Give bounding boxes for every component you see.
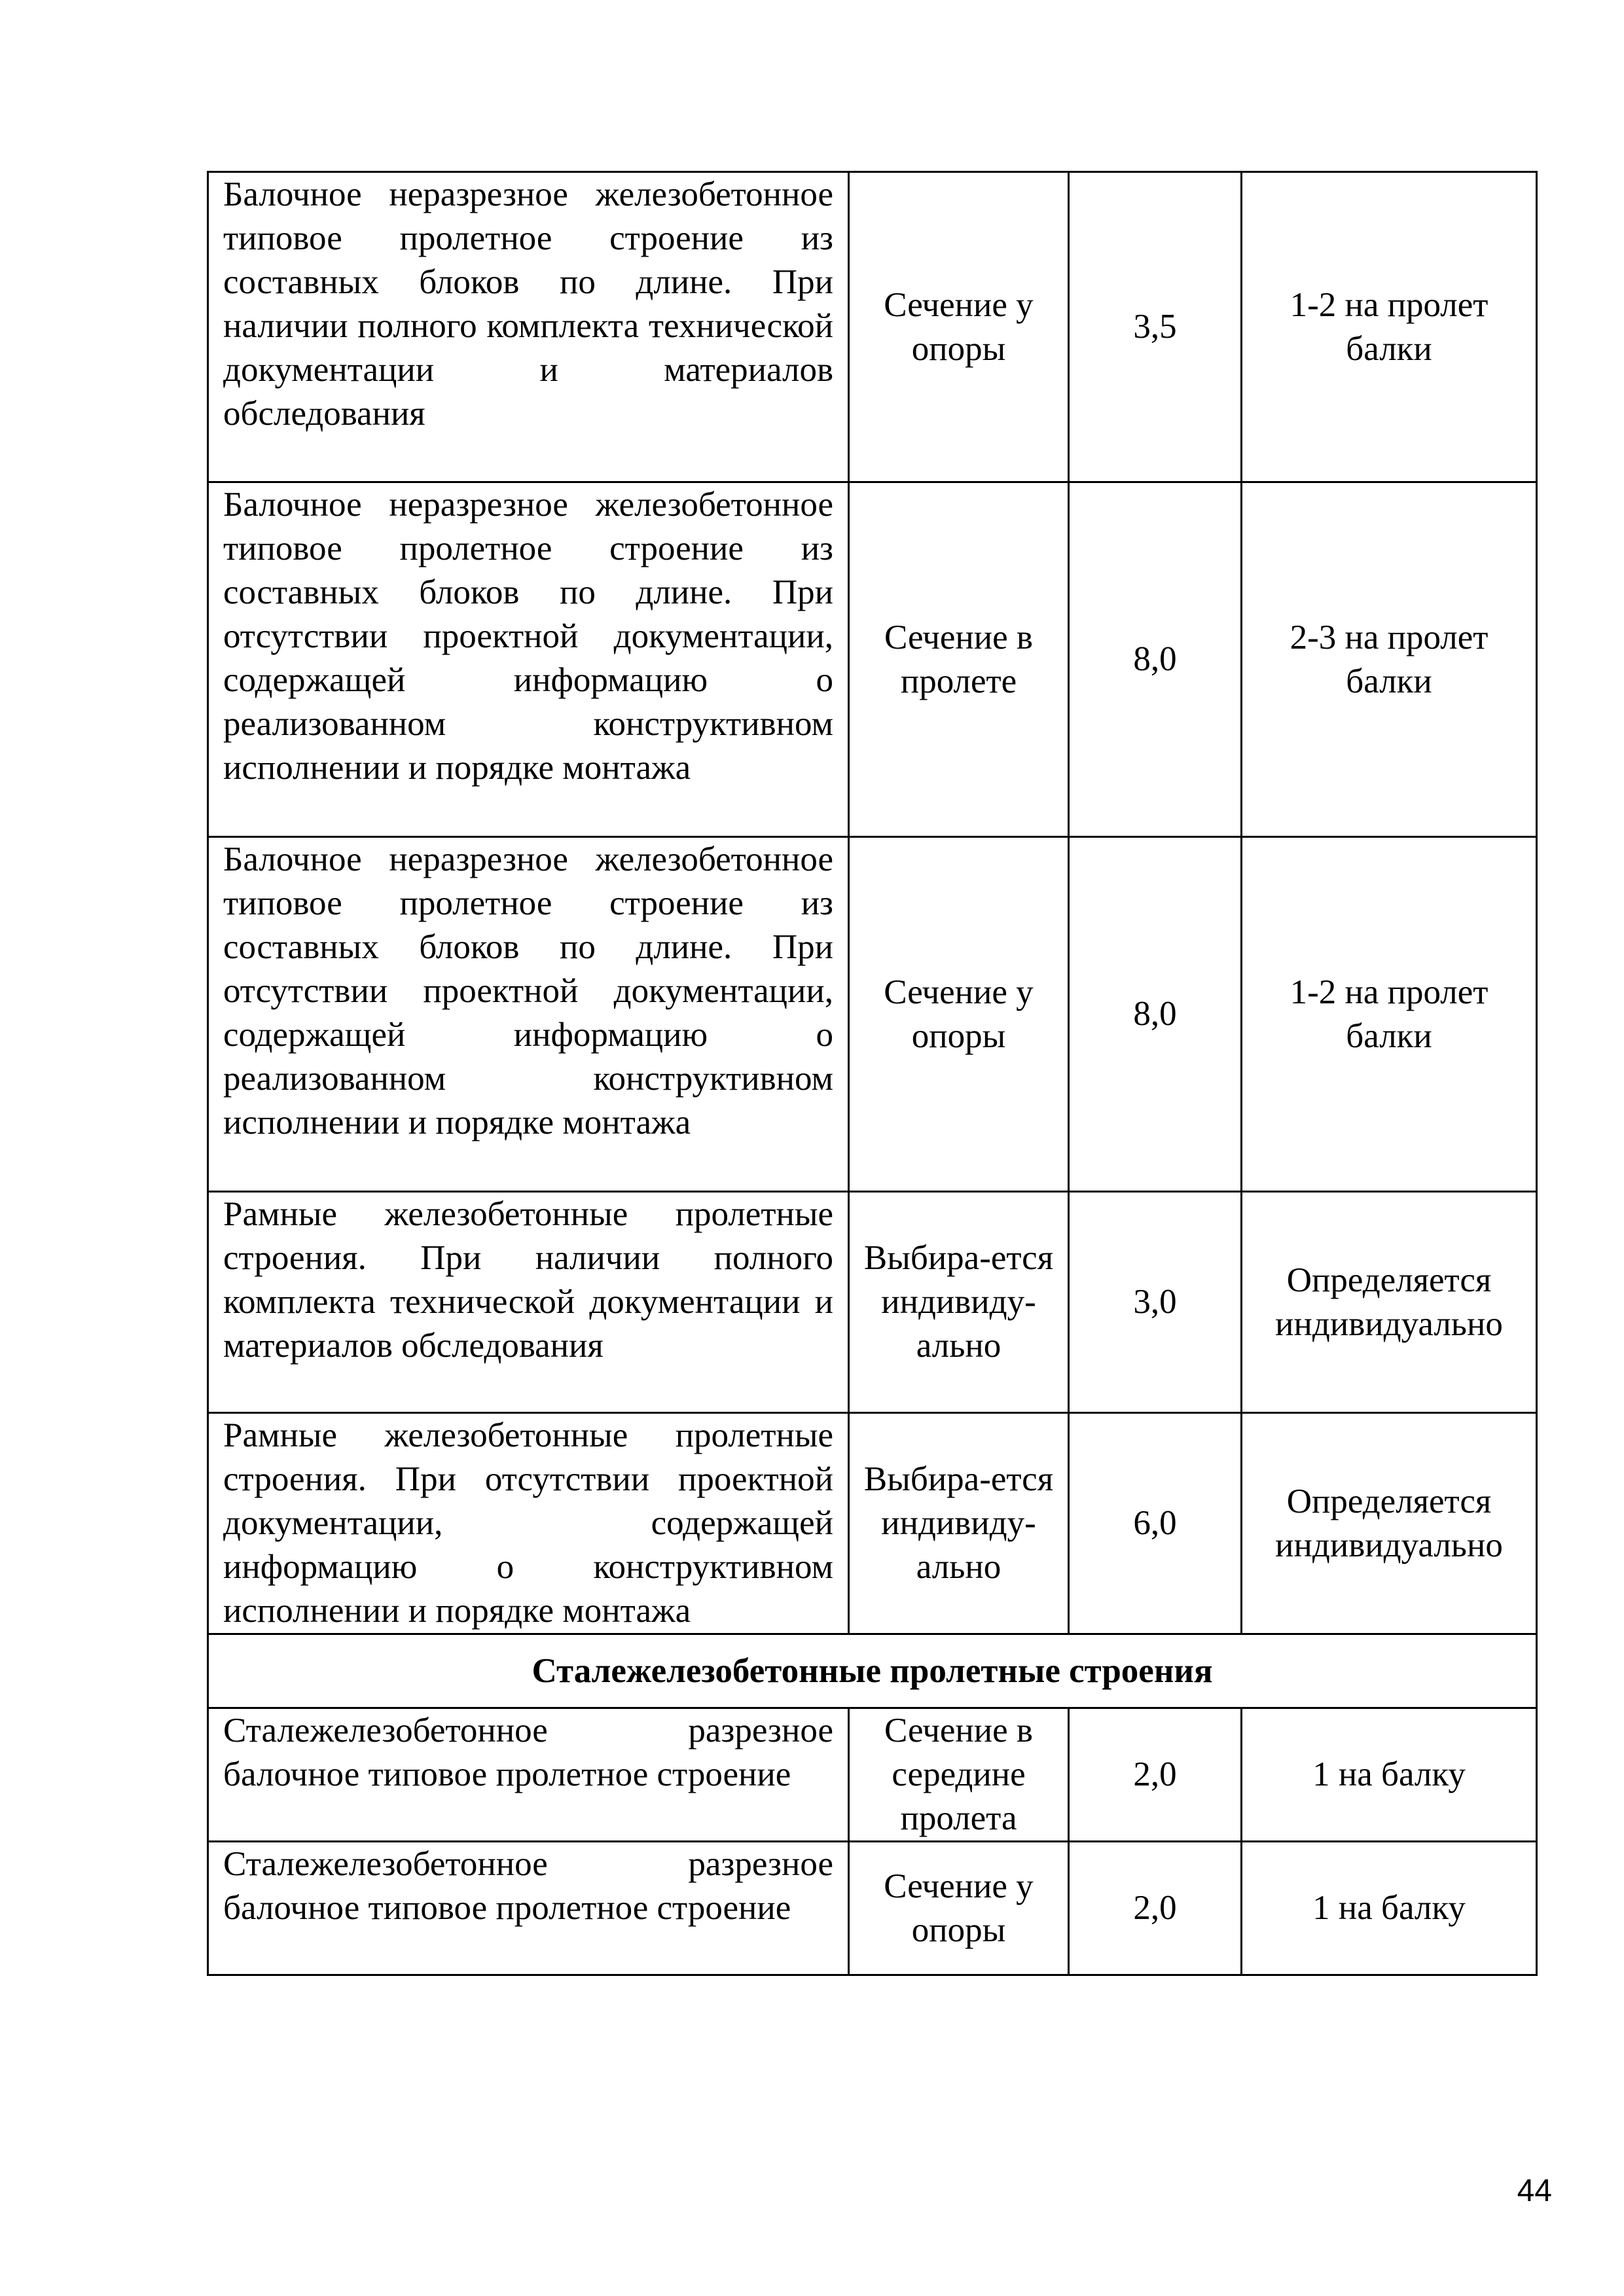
table-row	[208, 1708, 1537, 1842]
row-section: Сечение у опоры	[849, 1842, 1069, 1975]
table-row	[208, 1413, 1537, 1634]
table-row	[208, 482, 1537, 837]
table-row	[208, 1192, 1537, 1413]
row-value: 3,0	[1069, 1192, 1242, 1413]
table-row	[208, 837, 1537, 1192]
row-description: Балочное неразрезное железобетонное типовое пролетное строение из составных блоков по длине. При отсутствии проектной документации, содержащей информацию о реализованном конструктивном исполнении и порядке монтажа	[208, 837, 849, 1192]
row-description: Балочное неразрезное железобетонное типовое пролетное строение из составных блоков по длине. При отсутствии проектной документации, содержащей информацию о реализованном конструктивном исполнении и порядке монтажа	[208, 482, 849, 837]
row-value: 6,0	[1069, 1413, 1242, 1634]
page-number: 44	[1517, 2174, 1552, 2208]
table-row	[208, 1842, 1537, 1975]
row-section: Выбира-ется индивиду-ально	[849, 1192, 1069, 1413]
section-heading-row	[208, 1634, 1537, 1708]
row-description: Сталежелезобетонное разрезное балочное типовое пролетное строение	[208, 1842, 849, 1975]
row-value: 3,5	[1069, 172, 1242, 482]
inspection-table	[207, 171, 1538, 1976]
row-count: Определяется индивидуально	[1242, 1192, 1537, 1413]
row-description: Рамные железобетонные пролетные строения. При наличии полного комплекта технической документации и материалов обследования	[208, 1192, 849, 1413]
table-row	[208, 172, 1537, 482]
row-description: Балочное неразрезное железобетонное типовое пролетное строение из составных блоков по длине. При наличии полного комплекта технической документации и материалов обследования	[208, 172, 849, 482]
row-count: 1-2 на пролет балки	[1242, 172, 1537, 482]
row-description: Сталежелезобетонное разрезное балочное типовое пролетное строение	[208, 1708, 849, 1842]
row-value: 2,0	[1069, 1708, 1242, 1842]
row-count: 1 на балку	[1242, 1842, 1537, 1975]
row-section: Сечение у опоры	[849, 837, 1069, 1192]
row-value: 8,0	[1069, 482, 1242, 837]
row-count: 2-3 на пролет балки	[1242, 482, 1537, 837]
row-count: 1-2 на пролет балки	[1242, 837, 1537, 1192]
section-heading: Сталежелезобетонные пролетные строения	[208, 1634, 1537, 1708]
row-count: 1 на балку	[1242, 1708, 1537, 1842]
row-description: Рамные железобетонные пролетные строения. При отсутствии проектной документации, содержащей информацию о конструктивном исполнении и порядке монтажа	[208, 1413, 849, 1634]
row-value: 8,0	[1069, 837, 1242, 1192]
row-count: Определяется индивидуально	[1242, 1413, 1537, 1634]
row-section: Сечение в пролете	[849, 482, 1069, 837]
row-section: Сечение в середине пролета	[849, 1708, 1069, 1842]
row-section: Выбира-ется индивиду-ально	[849, 1413, 1069, 1634]
row-value: 2,0	[1069, 1842, 1242, 1975]
row-section: Сечение у опоры	[849, 172, 1069, 482]
